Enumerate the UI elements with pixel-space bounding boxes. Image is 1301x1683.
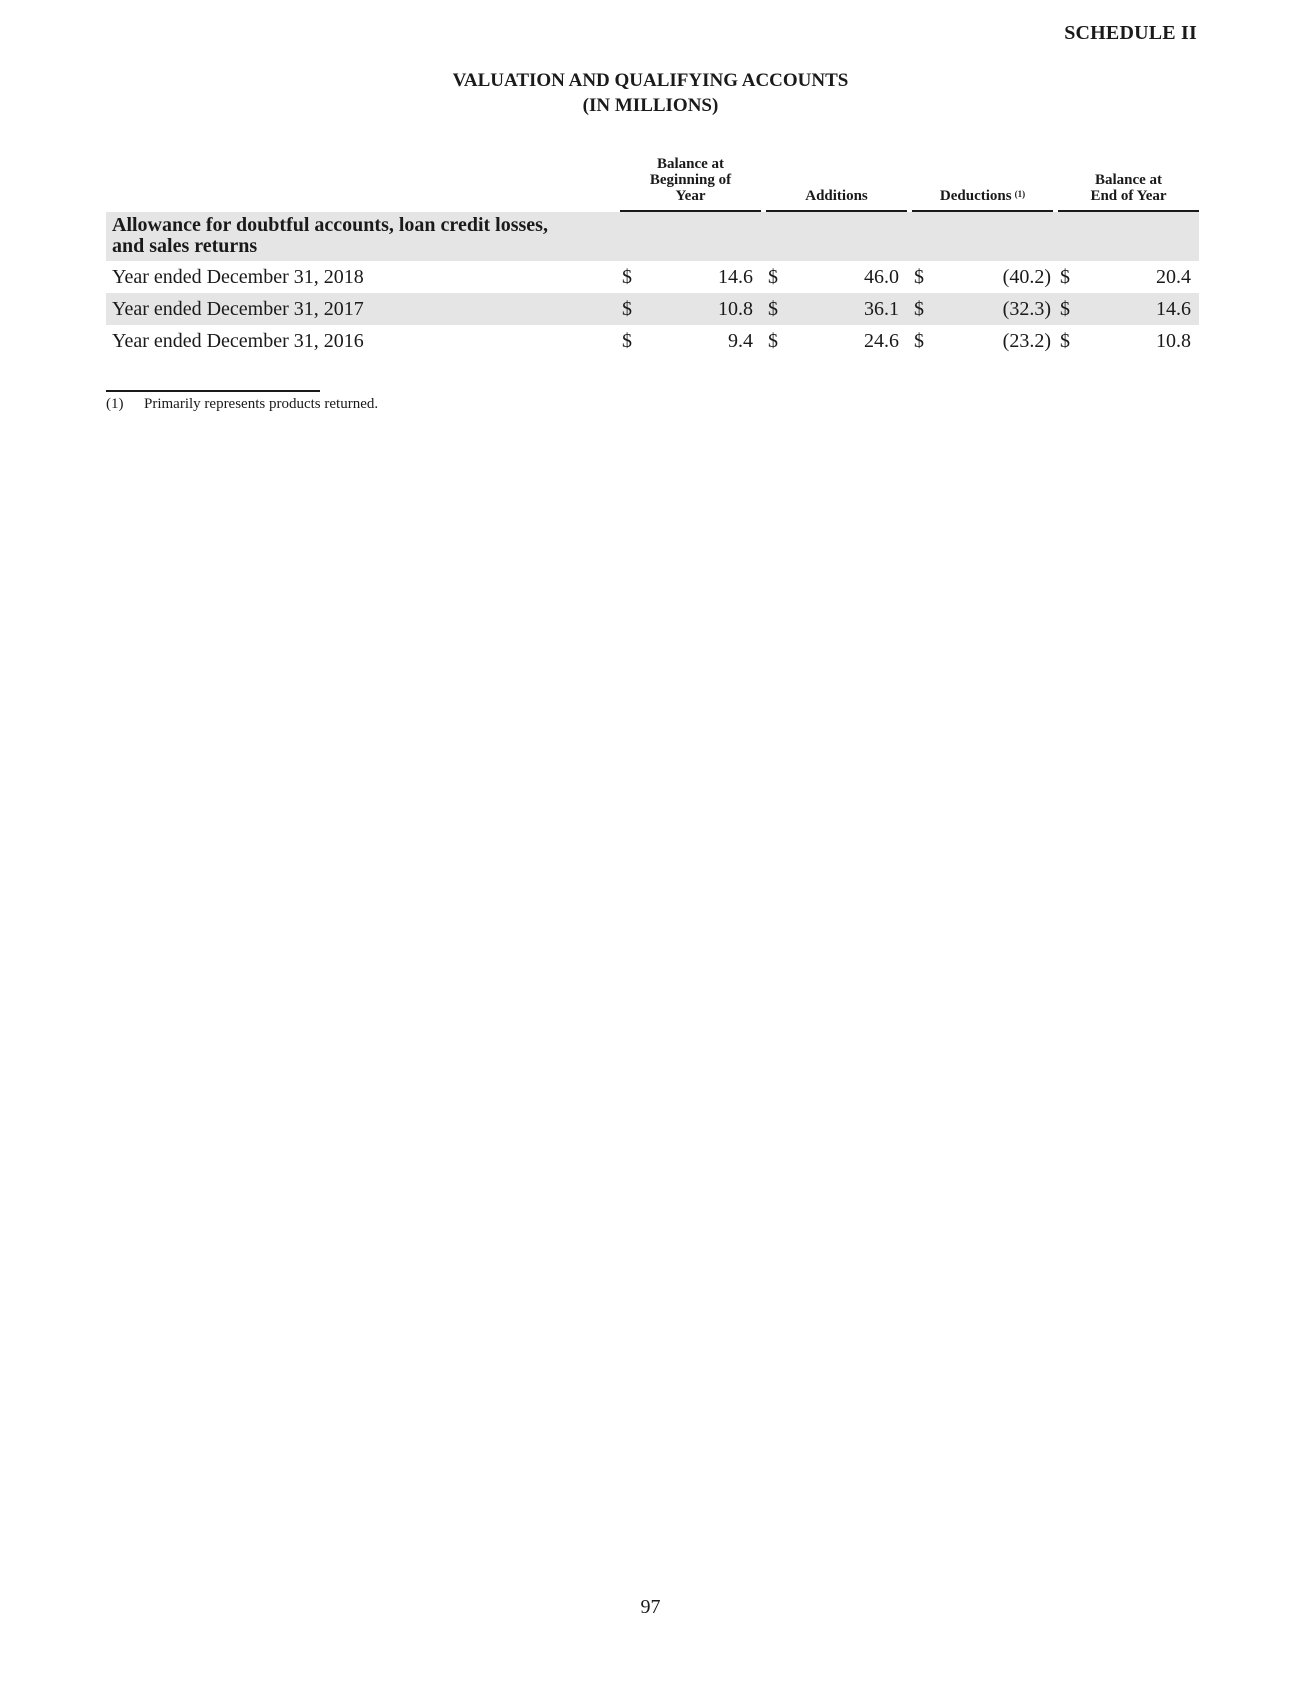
deductions-value: (23.2) [1002, 329, 1051, 352]
beginning-value: 10.8 [648, 293, 761, 325]
row-label: Year ended December 31, 2018 [112, 265, 364, 288]
footnote [106, 396, 378, 413]
table-header-row [106, 156, 1199, 212]
deductions-value: (40.2) [1002, 265, 1051, 288]
table-row: Year ended December 31, 2018 $ 14.6 $ 46.0 $ (40.2) $ 20.4 [106, 261, 1199, 293]
row-label: Year ended December 31, 2017 [106, 293, 620, 325]
beginning-value: 9.4 [728, 329, 753, 352]
footnote-marker: (1) [106, 396, 124, 412]
deductions-value: (32.3) [940, 293, 1053, 325]
table-row: Year ended December 31, 2016 $ 9.4 $ 24.6 $ (23.2) $ 10.8 [106, 325, 1199, 357]
ending-value: 10.8 [1156, 329, 1191, 352]
section-header-row [106, 212, 1199, 261]
header-additions: Additions [766, 156, 907, 212]
additions-value: 36.1 [794, 293, 907, 325]
table-row: Year ended December 31, 2017 $ 10.8 $ 36.1 $ (32.3) $ 14.6 [106, 293, 1199, 325]
footnote-ref: (1) [1014, 189, 1026, 199]
page-number: 97 [640, 1596, 661, 1618]
header-ending-balance: Balance at End of Year [1058, 156, 1199, 212]
section-label: Allowance for doubtful accounts, loan credit losses, and sales returns [106, 212, 620, 261]
title-block [0, 68, 1301, 118]
beginning-value: 14.6 [718, 265, 753, 288]
ending-value: 14.6 [1086, 293, 1199, 325]
additions-value: 24.6 [864, 329, 899, 352]
header-beginning-balance: Balance at Beginning of Year [620, 156, 761, 212]
header-blank [106, 156, 620, 212]
schedule-label: SCHEDULE II [1064, 22, 1197, 44]
page-subtitle: (IN MILLIONS) [582, 95, 719, 116]
page-title: VALUATION AND QUALIFYING ACCOUNTS [452, 70, 849, 91]
header-deductions: Deductions $^{(1)}$ [912, 156, 1053, 212]
row-label: Year ended December 31, 2016 [112, 329, 364, 352]
additions-value: 46.0 [864, 265, 899, 288]
valuation-table [106, 156, 1199, 357]
footnote-text: Primarily represents products returned. [144, 396, 379, 412]
footnote-divider [106, 390, 320, 392]
ending-value: 20.4 [1156, 265, 1191, 288]
